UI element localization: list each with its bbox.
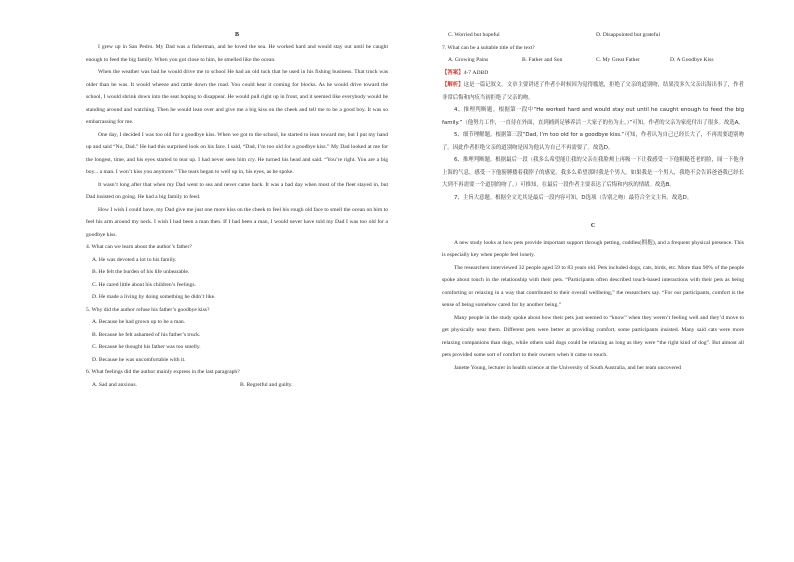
question-4-option-b: B. He felt the burden of his life unbearable. <box>92 269 190 275</box>
question-6-option-b: B. Regretful and guilty. <box>240 381 293 388</box>
question-7-option-b: B. Father and Son <box>522 57 563 63</box>
passage-paragraph: A new study looks at how pets provide important support through petting, cuddles(拥抱), and a frequent physical presence. This is especially key when people feel lonely. <box>442 239 744 258</box>
question-6-option-c: C. Worried but hopeful <box>448 32 500 38</box>
answer-label: 【答案】 <box>442 69 464 76</box>
question-5-option-a: A. Because he had grown up to be a man. <box>92 319 186 325</box>
passage-paragraph: One day, I decided I was too old for a goodbye kiss. When we got to the school, he started to lean toward me, but I put my hand up and said “No, Dad.” He had this surprised look on his face. I said, “Dad, I’m too old for a goodbye kiss.” My Dad looked at me for the longest, time, and his eyes started to tear up. I had never seen him cry. He turned his head and said. “You’re right. You are a big boy... a man. I won’t kiss you anymore.” The tears began to well up in, his eyes, as he spoke. <box>86 131 388 175</box>
answer-line <box>442 67 744 80</box>
analysis-item-6: 6、推理判断题。根据最后一段（我多么希望能让我的父亲在我脸颊上再吸一下让我感受一下他粗糙苍老的脸，闻一下他身上海的气息，感受一下他膀膊搂着我脖子的感觉。我多么希望那时我是个男人。如果我是一个男人，我绝不会告诉爸爸我已经长大到不再需要一个道别的吻了。）可推知，在最后一段作者主要表达了后悔和内疚的情绪。故选B。 <box>442 157 744 188</box>
passage-paragraph: I grew up in San Pedro. My Dad was a fisherman, and he loved the sea. He worked hard and would stay out until he caught enough to feed the big family. When you got close to him, he smelled like the ocean. <box>86 44 388 63</box>
analysis-label: 【解析】 <box>442 82 464 88</box>
passage-paragraph: Janette Young, lecturer in health science at the University of South Australia, and her team uncovered <box>454 364 682 371</box>
passage-paragraph: When the weather was bad he would drive me to school He had an old tuck that he used in his fishing business. That truck was older than he was. It would wheeze and rattle down the road. You could hear it coming for blocks. As he would drive toward the school, I would shrink down into the seat hoping to disappear. He would pull right up in front, and it seemed like everybody would be standing around and watching. Then he would lean over and give me a big kiss on the cheek and tell me to be a good boy. It was so embarrassing for me. <box>86 69 388 125</box>
question-7-option-a: A. Growing Pains <box>448 57 489 63</box>
question-6-options-row-2 <box>442 29 744 42</box>
passage-paragraph: Many people in the study spoke about how their pets just seemed to “know” when they weren’t feeling well and they’d move to get physically near them. Different pets were better at providing comfort, some participants insisted. Many said cats were more relaxing companions than dogs, while others said dogs could be relaxing as long as they were “the right kind of dog”. But almost all pets provided some sort of comfort to their owners when it came to touch. <box>442 314 744 358</box>
passage-paragraph: It wasn’t long after that when my Dad went to sea and never came back. It was a bad day when most of the fleet stayed in, but Dad insisted on going. He had a big family to feed. <box>86 181 388 200</box>
analysis-item-5: 5、细节理解题。根据第三段“Dad, I’m too old for a goodbye kiss.”可知，作者认为自己已经长大了，不再需要道别吻了。因此作者拒绝父亲的道别吻是因为他认为自己不再需要了。故选D。 <box>442 132 744 151</box>
question-6-stem: 6. What feelings did the author mainly express in the last paragraph? <box>86 369 240 375</box>
question-5-stem: 5. Why did the author refuse his father’s goodbye kiss? <box>86 306 210 313</box>
question-4-option-c: C. He cared little about his children’s feelings. <box>92 281 196 288</box>
analysis-item-7: 7、主旨大意题。根据全文尤其是最后一段内容可知，D选项（告别之吻）最符合全文主旨。故选D。 <box>454 194 693 201</box>
analysis-intro <box>442 79 744 104</box>
question-6-options-row <box>86 379 388 392</box>
analysis-item-4: 4、推理判断题。根据第一段中“He worked hard and would stay out until he caught enough to feed the big family.”（他努力工作，一直待在外面，直到捕到足够养活一大家子的鱼为止。）”可知，作者的父亲为家庭付出了很多。故选A。 <box>442 107 744 126</box>
question-6-option-d: D. Disappointed but grateful <box>596 32 661 38</box>
question-4-option-d: D. He made a living by doing something he didn’t like. <box>92 294 216 300</box>
question-7-option-c: C. My Great Father <box>596 57 640 63</box>
passage-paragraph: The researchers interviewed 32 people aged 59 to 83 years old. Pets included dogs, cats, birds, etc. More than 90% of the people spoke about touch in the relationship with their pets. “Participants often described touch-based interactions with their pets as being comforting or relaxing in a way that contributed to their overall wellbeing,” the researchers say. “For our participants, comfort is the sense of being somehow cared for by another being.” <box>442 264 744 308</box>
question-4-stem: 4. What can we learn about the author’s father? <box>86 244 192 250</box>
section-title-b: B <box>234 32 239 38</box>
question-6-option-a: A. Sad and anxious. <box>92 381 137 388</box>
question-7-option-d: D. A Goodbye Kiss <box>670 57 714 63</box>
passage-paragraph: How I wish I could have, my Dad give me just one more kiss on the cheek to feel his rough old face to smell the ocean on him to feel his arm around my neck. I wish I had been a man then. If I had been a man, I would never have told my Dad I was too old for a goodbye kiss. <box>86 206 388 238</box>
question-7-stem: 7. What can be a suitable title of the text? <box>442 44 535 51</box>
question-5-option-d: D. Because he was uncomfortable with it. <box>92 356 186 363</box>
question-5-option-c: C. Because he thought his father was too smelly. <box>92 344 201 350</box>
question-4-option-a: A. He was devoted a lot to his family. <box>92 256 177 263</box>
section-title-c: C <box>590 223 596 229</box>
answer-value: 4-7 ADBD <box>463 69 489 76</box>
analysis-intro-text: 这是一篇记叙文。文章主要讲述了作者小时候因为觉得尴尬，拒绝了父亲的道别吻，结果没多久父亲出海出事了，作者非常后悔和内疚当初拒绝了父亲的吻。 <box>442 82 744 101</box>
left-column <box>86 0 388 391</box>
right-column <box>442 0 744 374</box>
question-5-option-b: B. Because he felt ashamed of his father’s truck. <box>92 331 201 338</box>
question-7-options-row <box>442 54 744 67</box>
